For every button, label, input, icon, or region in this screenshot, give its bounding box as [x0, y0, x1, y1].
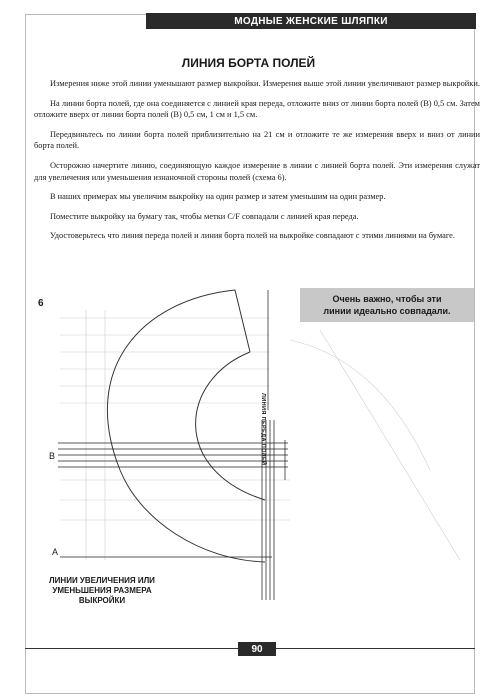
running-header: МОДНЫЕ ЖЕНСКИЕ ШЛЯПКИ	[146, 13, 476, 29]
caption-line: ЛИНИИ УВЕЛИЧЕНИЯ ИЛИ	[49, 576, 155, 585]
brim-inner-curve	[196, 352, 265, 500]
guide-line	[320, 330, 460, 560]
page-number: 90	[238, 642, 276, 656]
guide-line	[290, 340, 430, 470]
label-b: B	[49, 451, 56, 461]
brim-outer-curve	[107, 290, 265, 562]
important-callout	[300, 288, 474, 322]
paragraph: На линии борта полей, где она соединяется с линией края переда, отложите вниз от линии борта полей (В) 0,5 см. Затем отложите вверх от линии борта полей (В) 0,5 см, 1 см и 1,5 см.	[34, 98, 480, 120]
diagram-caption	[36, 576, 168, 606]
section-title: ЛИНИЯ БОРТА ПОЛЕЙ	[181, 56, 316, 70]
front-line-label: ЛИНИЯ ПЕРЕДА ПОЛЕЙ	[260, 393, 266, 466]
paragraph: В наших примерах мы увеличим выкройку на один размер и затем уменьшим на один размер.	[50, 192, 386, 202]
paragraph: Поместите выкройку на бумагу так, чтобы метки С/F совпадали с линией края переда.	[50, 211, 359, 221]
paragraph: Осторожно начертите линию, соединяющую каждое измерение в линии с линией борта полей. Эти измерения служат для увеличения или уменьшения изнаночной стороны полей (схема 6).	[34, 160, 480, 182]
paragraph: Удостоверьтесь что линия переда полей и линия борта полей на выкройке совпадают с этими линиями на бумаге.	[50, 231, 455, 241]
caption-line: ВЫКРОЙКИ	[78, 596, 126, 605]
figure-number: 6	[38, 298, 44, 309]
paragraph: Измерения ниже этой линии уменьшают размер выкройки. Измерения выше этой линии увеличивают размер выкройки.	[50, 79, 480, 88]
brim-top-edge	[235, 290, 250, 352]
caption-line: УМЕНЬШЕНИЯ РАЗМЕРА	[52, 586, 152, 595]
callout-line: Очень важно, чтобы эти	[332, 294, 442, 304]
label-a: A	[52, 547, 59, 557]
paragraph: Передвиньтесь по линии борта полей приблизительно на 21 см и отложите те же измерения вверх и вниз от линии борта полей.	[34, 129, 480, 151]
callout-line: линии идеально совпадали.	[323, 306, 451, 316]
